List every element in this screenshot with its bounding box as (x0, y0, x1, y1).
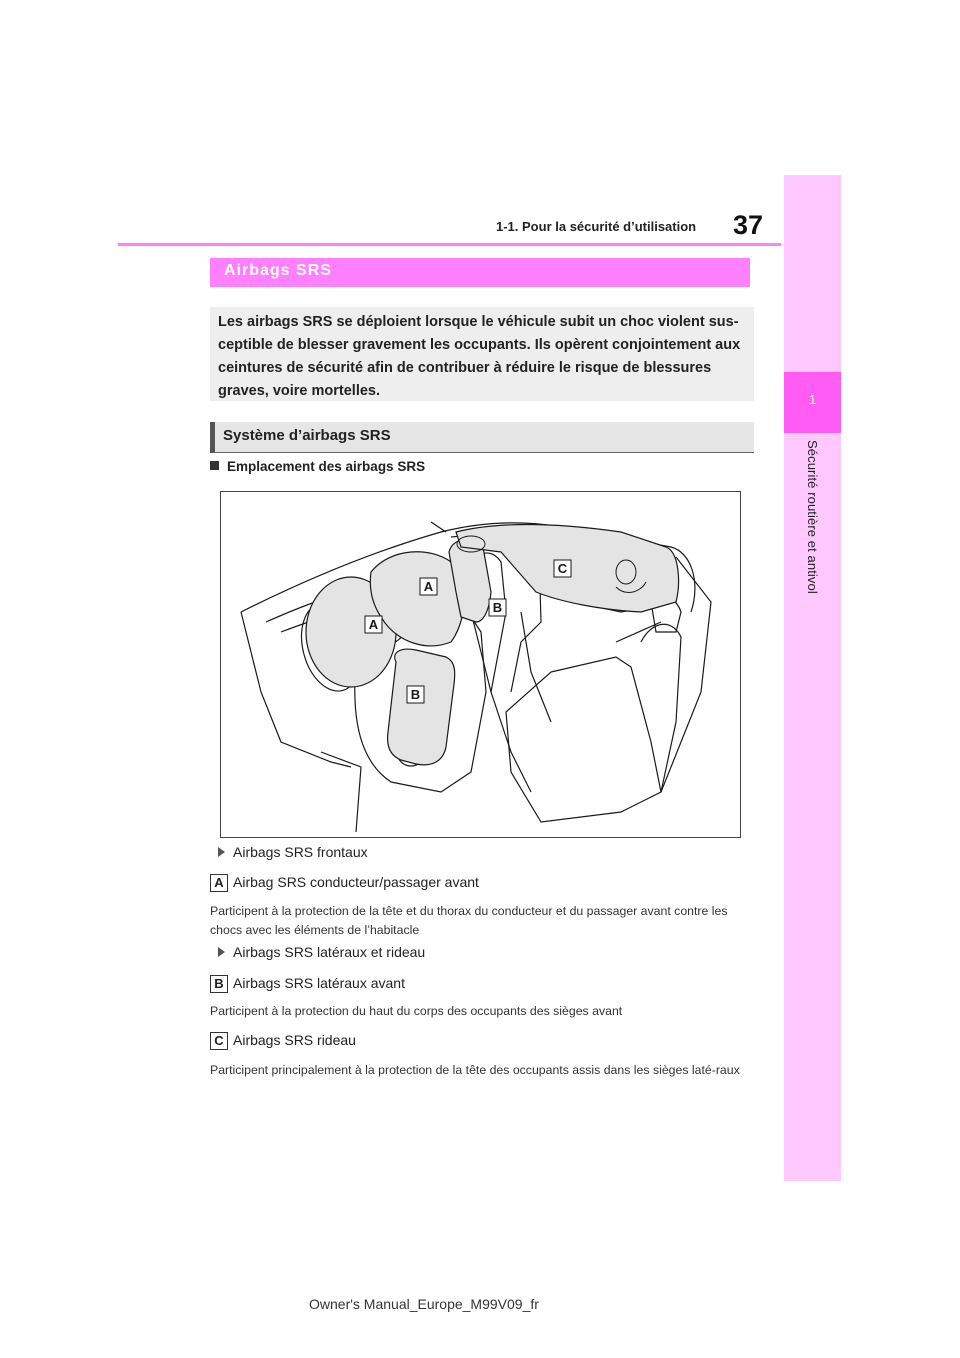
label-a-badge: A (210, 874, 228, 892)
diagram-label-a-passenger-text: A (423, 579, 434, 594)
triangle-bullet-icon (218, 947, 225, 957)
intro-text: Les airbags SRS se déploient lorsque le véhicule subit un choc violent sus-ceptible de blesser gravement les occupants. Ils opèrent conjointement aux ceintures de sécurité afin de contribuer à réduire le risque de blessures graves, voire mortelles. (218, 314, 741, 399)
page-number: 37 (733, 210, 764, 240)
location-heading (210, 459, 425, 474)
diagram-label-b-driver-text: B (410, 687, 421, 702)
item-c-description: Participent principalement à la protection de la tête des occupants assis dans les sièges laté-raux (210, 1063, 740, 1077)
title-banner (210, 258, 750, 287)
airbag-location-diagram (220, 491, 741, 838)
subsection-title: Système d’airbags SRS (223, 427, 391, 444)
item-b-description: Participent à la protection du haut du corps des occupants des sièges avant (210, 1004, 623, 1018)
chapter-number: 1 (808, 392, 817, 407)
diagram-label-a-driver-text: A (368, 617, 379, 632)
item-a-description: Participent à la protection de la tête et du thorax du conducteur et du passager avant contre les chocs avec les éléments de l’habitacle (210, 904, 728, 937)
item-a-label: Airbag SRS conducteur/passager avant (233, 874, 479, 890)
driver-side-airbag (388, 649, 455, 765)
item-b-label: Airbags SRS latéraux avant (233, 975, 405, 991)
chapter-title (784, 440, 841, 620)
subsection-heading (210, 422, 754, 453)
section-header: 1-1. Pour la sécurité d’utilisation (496, 219, 697, 234)
chapter-side-tab (784, 175, 841, 1181)
square-bullet-icon (210, 461, 219, 470)
header-divider (118, 243, 781, 246)
passenger-seat (506, 657, 661, 822)
airbag-diagram-svg (221, 492, 740, 837)
label-c-badge: C (210, 1032, 228, 1050)
frontal-airbags-heading-text: Airbags SRS frontaux (233, 844, 368, 860)
side-curtain-airbags-heading-text: Airbags SRS latéraux et rideau (233, 944, 426, 960)
diagram-label-c-curtain-text: C (557, 561, 568, 576)
item-c-label: Airbags SRS rideau (233, 1032, 356, 1048)
label-b-badge: B (210, 975, 228, 993)
item-c (210, 1032, 356, 1050)
item-b (210, 975, 405, 993)
item-a (210, 874, 479, 892)
page-title: Airbags SRS (224, 262, 332, 279)
intro-box (210, 307, 754, 401)
location-heading-text: Emplacement des airbags SRS (227, 459, 426, 474)
footer-text: Owner's Manual_Europe_M99V09_fr (309, 1296, 539, 1312)
chapter-title-text: Sécurité routière et antivol (805, 440, 820, 594)
triangle-bullet-icon (218, 847, 225, 857)
side-curtain-airbags-heading (218, 944, 425, 960)
diagram-label-b-passenger-text: B (492, 600, 503, 615)
frontal-airbags-heading (218, 844, 368, 860)
